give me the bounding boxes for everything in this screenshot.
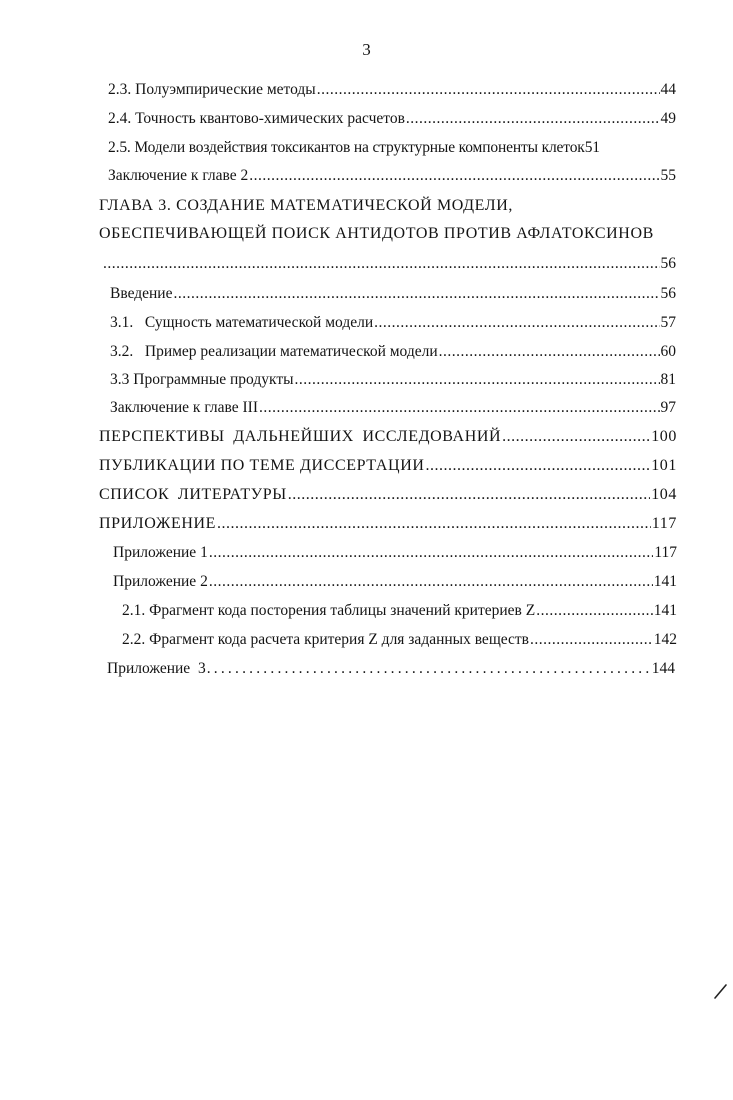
toc-entry xyxy=(108,80,676,100)
toc-entry-page: 55 xyxy=(660,167,676,184)
toc-entry-page: 81 xyxy=(660,371,676,388)
toc-entry-title: Приложение 1 xyxy=(113,544,208,561)
toc-entry xyxy=(110,370,676,390)
toc-leader-dots xyxy=(374,313,659,333)
toc-entry xyxy=(110,342,676,362)
toc-entry-page: 100 xyxy=(651,428,677,445)
toc-entry-title: Приложение 2 xyxy=(113,573,208,590)
toc-entry xyxy=(122,630,677,650)
chapter-heading-line-1: ГЛАВА 3. СОЗДАНИЕ МАТЕМАТИЧЕСКОЙ МОДЕЛИ, xyxy=(99,197,514,214)
toc-leader-dots xyxy=(536,601,653,621)
toc-entry-title: Введение xyxy=(110,285,173,302)
toc-entry-page: 101 xyxy=(651,457,677,474)
toc-entry-title: 3.2. Пример реализации математической модели xyxy=(110,343,438,360)
toc-leader-dots xyxy=(288,485,650,505)
toc-entry-page: 117 xyxy=(651,515,677,532)
toc-entry-title: 2.4. Точность квантово-химических расчетов xyxy=(108,110,405,127)
toc-entry-title: 3.3 Программные продукты xyxy=(110,371,294,388)
toc-leader-dots xyxy=(259,398,660,418)
toc-entry xyxy=(99,485,677,505)
toc-entry-page: 49 xyxy=(660,110,676,127)
toc-leader-dots xyxy=(406,109,660,129)
toc-entry-page: 44 xyxy=(660,81,676,98)
toc-entry xyxy=(108,109,676,129)
toc-leader-dots xyxy=(173,284,659,304)
toc-entry-title: Заключение к главе 2 xyxy=(108,167,249,184)
toc-entry-page: 141 xyxy=(653,573,677,590)
toc-leader-dots xyxy=(209,543,653,563)
toc-entry-title: ПЕРСПЕКТИВЫ ДАЛЬНЕЙШИХ ИССЛЕДОВАНИЙ xyxy=(99,428,502,445)
toc-entry-title: Заключение к главе III xyxy=(110,399,258,416)
toc-entry-page: 104 xyxy=(651,486,677,503)
toc-entry xyxy=(108,138,680,158)
toc-leader-dots xyxy=(209,572,653,592)
toc-leader-dots xyxy=(103,254,660,274)
toc-leader-dots xyxy=(207,659,651,679)
toc-entry xyxy=(110,284,676,304)
toc-entry-title: 2.3. Полуэмпирические методы xyxy=(108,81,316,98)
toc-entry-page: 144 xyxy=(651,660,675,677)
toc-entry-page: 97 xyxy=(660,399,676,416)
toc-entry xyxy=(103,254,676,274)
toc-entry xyxy=(110,398,676,418)
toc-entry xyxy=(99,514,677,534)
toc-entry-page: 142 xyxy=(653,631,677,648)
toc-entry-title: 2.1. Фрагмент кода посторения таблицы значений критериев Z xyxy=(122,602,536,619)
toc-entry-title: ПРИЛОЖЕНИЕ xyxy=(99,515,217,532)
page-number: 3 xyxy=(362,40,371,59)
toc-entry xyxy=(107,659,675,679)
toc-entry-page: 60 xyxy=(660,343,676,360)
toc-leader-dots xyxy=(217,514,651,534)
toc-entry xyxy=(113,543,677,563)
toc-entry-title: 3.1. Сущность математической модели xyxy=(110,314,374,331)
toc-entry-page: 56 xyxy=(660,285,676,302)
toc-entry xyxy=(99,427,677,447)
toc-leader-dots xyxy=(439,342,660,362)
toc-entry-title: Приложение 3 xyxy=(107,660,206,677)
toc-entry-title: 2.2. Фрагмент кода расчета критерия Z для заданных веществ xyxy=(122,631,529,648)
toc-entry-page: 51 xyxy=(584,139,600,156)
toc-entry xyxy=(122,601,677,621)
chapter-heading-line-2: ОБЕСПЕЧИВАЮЩЕЙ ПОИСК АНТИДОТОВ ПРОТИВ АФЛАТОКСИНОВ xyxy=(99,225,654,242)
toc-entry-page: 57 xyxy=(660,314,676,331)
toc-entry xyxy=(108,166,676,186)
toc-entry xyxy=(113,572,677,592)
toc-leader-dots xyxy=(530,630,653,650)
toc-entry-page: 56 xyxy=(660,255,676,272)
toc-entry-page: 117 xyxy=(654,544,677,561)
pen-mark xyxy=(712,980,730,1002)
toc-entry xyxy=(110,313,676,333)
toc-leader-dots xyxy=(317,80,660,100)
toc-leader-dots xyxy=(249,166,659,186)
toc-leader-dots xyxy=(295,370,660,390)
toc-entry-page: 141 xyxy=(653,602,677,619)
toc-entry-title: СПИСОК ЛИТЕРАТУРЫ xyxy=(99,486,287,503)
toc-entry-title: ПУБЛИКАЦИИ ПО ТЕМЕ ДИССЕРТАЦИИ xyxy=(99,457,425,474)
toc-entry-title: 2.5. Модели воздействия токсикантов на структурные компоненты клеток xyxy=(108,139,585,156)
toc-leader-dots xyxy=(502,427,650,447)
toc-leader-dots xyxy=(426,456,651,476)
toc-entry xyxy=(99,456,677,476)
